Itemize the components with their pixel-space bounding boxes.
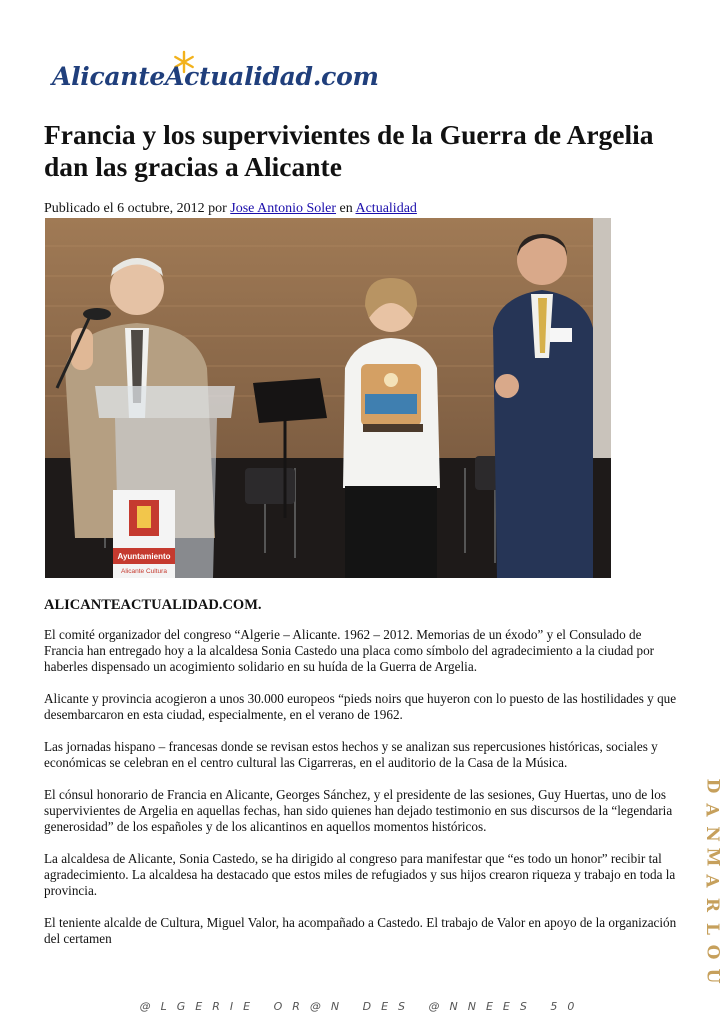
article-paragraph: El teniente alcalde de Cultura, Miguel Valor, ha acompañado a Castedo. El trabajo de Valor en apoyo de la organización del certamen (44, 915, 677, 946)
side-watermark-letter: A (701, 803, 722, 817)
side-watermark-letter: N (701, 825, 722, 842)
page-footer: @LGERIE OR@N DES @NNEES 50 (139, 1000, 585, 1013)
side-watermark-letter: R (701, 897, 722, 912)
article-photo (45, 218, 611, 578)
article-kicker: ALICANTEACTUALIDAD.COM. (44, 597, 262, 613)
article-meta (44, 201, 417, 217)
author-link[interactable]: Jose Antonio Soler (230, 201, 337, 216)
article-paragraph: El comité organizador del congreso “Algerie – Alicante. 1962 – 2012. Memorias de un éxodo” y el Consulado de Francia han entregado hoy a la alcaldesa Sonia Castedo una placa como símbolo del agradecimiento a la ciudad por haberles dispensado un acogimiento solidario en su huída de la Guerra de Argelia. (44, 627, 655, 674)
site-logo-text: AlicanteActualidad.com (52, 62, 379, 91)
article-paragraph: El cónsul honorario de Francia en Alicante, Georges Sánchez, y el presidente de las sesiones, Guy Huertas, uno de los supervivientes de Argelia en aquellas fechas, han sido quienes han dejado testimonio en sus discursos de la “legendaria generosidad” de los españoles y de los alicantinos en aquellos momentos históricos. (44, 787, 673, 834)
side-watermark (700, 776, 724, 986)
side-watermark-letter: U (701, 968, 722, 984)
article-body (44, 627, 680, 963)
site-logo[interactable] (52, 50, 452, 100)
side-watermark-letter: A (701, 874, 722, 888)
category-link[interactable]: Actualidad (355, 201, 417, 216)
podium-sign-line2: Alicante Cultura (121, 568, 167, 575)
meta-prefix: Publicado el 6 octubre, 2012 por (44, 201, 231, 216)
article-title: Francia y los supervivientes de la Guerra de Argelia dan las gracias a Alicante (44, 119, 654, 182)
side-watermark-letter: L (701, 922, 722, 935)
side-watermark-letter: M (701, 847, 722, 867)
article-paragraph: Las jornadas hispano – francesas donde se revisan estos hechos y se analizan sus repercusiones históricas, sociales y económicas se celebran en el centro cultural las Cigarreras, en el auditorio de la Casa de la Música. (44, 739, 658, 770)
side-watermark-letter: D (702, 778, 722, 794)
side-watermark-letter: O (702, 944, 722, 960)
meta-connector: en (336, 201, 356, 216)
article-paragraph: La alcaldesa de Alicante, Sonia Castedo, se ha dirigido al congreso para manifestar que “es todo un honor” recibir tal agradecimiento. La alcaldesa ha destacado que estos miles de refugiados y sus hijos crearon riqueza y trabajo en toda la provincia. (44, 851, 676, 898)
article-paragraph: Alicante y provincia acogieron a unos 30.000 europeos “pieds noirs que huyeron con lo puesto de las hostilidades y que desembarcaron en esta ciudad, especialmente, en el verano de 1962. (44, 691, 677, 722)
podium-sign-line1: Ayuntamiento (117, 552, 171, 561)
